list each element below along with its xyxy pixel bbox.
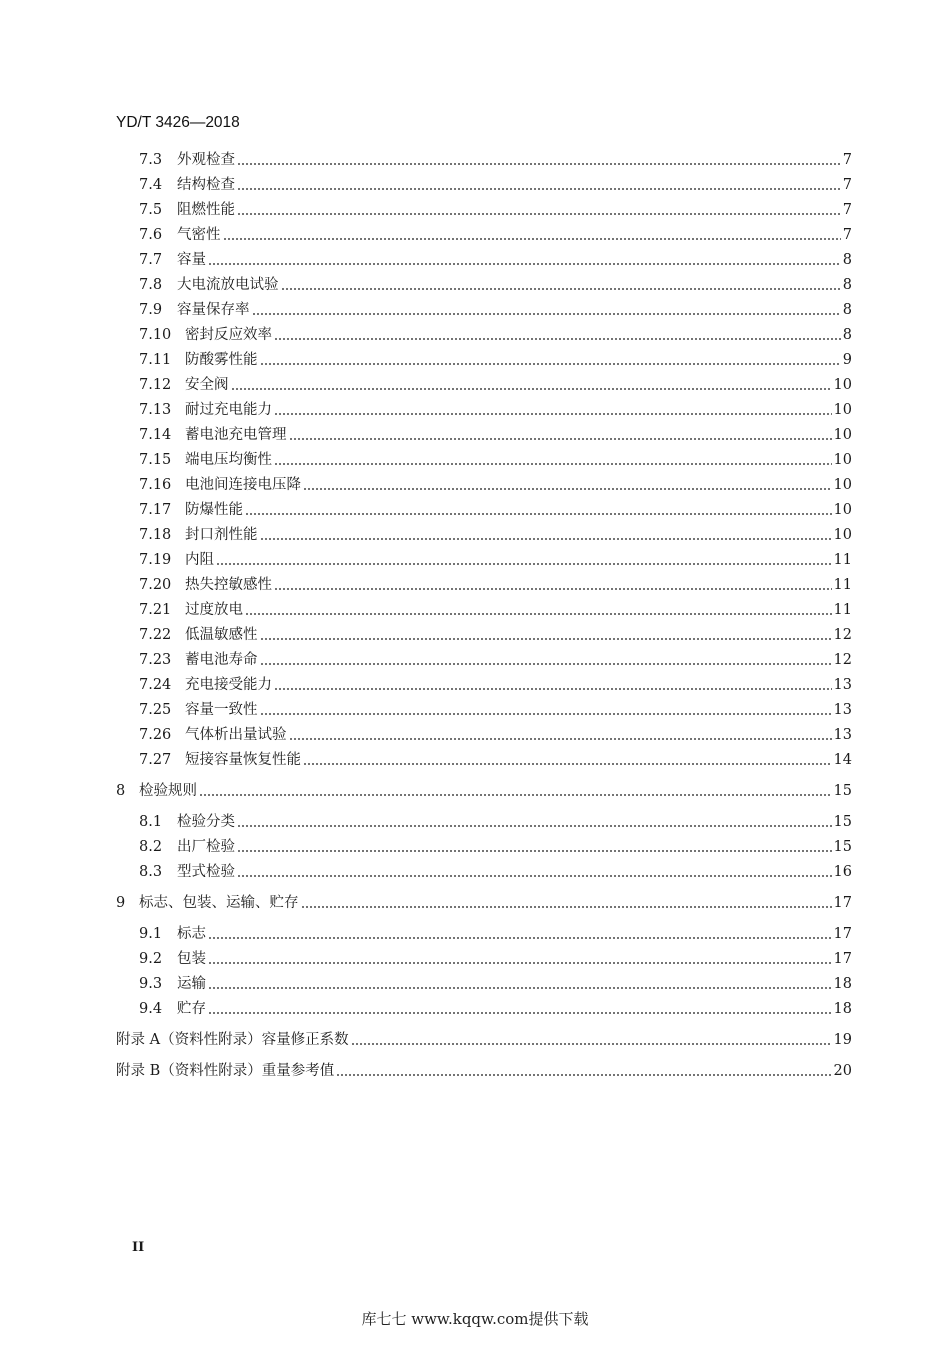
toc-page: 7 [842, 177, 852, 193]
toc-title: 热失控敏感性 [185, 577, 272, 593]
dot-leader [208, 252, 841, 266]
toc-number: 9.4 [139, 1001, 163, 1017]
toc-title: 型式检验 [177, 864, 235, 880]
toc-entry[interactable] [139, 809, 852, 831]
dot-leader [245, 602, 832, 616]
dot-leader [237, 864, 832, 878]
toc-entry[interactable] [139, 172, 852, 194]
toc-page: 15 [833, 783, 852, 799]
dot-leader [237, 177, 841, 191]
toc-number: 7.8 [139, 277, 163, 293]
toc-chapter[interactable] [116, 890, 852, 912]
toc-entry[interactable] [139, 472, 852, 494]
toc-page: 14 [833, 752, 852, 768]
toc-number: 9.1 [139, 926, 163, 942]
toc-entry[interactable] [139, 372, 852, 394]
dot-leader [237, 152, 841, 166]
toc-page: 8 [842, 277, 852, 293]
toc-number: 8 [116, 783, 126, 799]
toc-title: 安全阀 [185, 377, 229, 393]
toc-page: 10 [833, 427, 852, 443]
toc-page: 9 [842, 352, 852, 368]
toc-number: 7.4 [139, 177, 163, 193]
dot-leader [289, 727, 832, 741]
toc-title: 耐过充电能力 [185, 402, 272, 418]
toc-number: 7.7 [139, 252, 163, 268]
toc-entry[interactable] [139, 222, 852, 244]
toc-page: 19 [833, 1032, 852, 1048]
toc-number: 7.25 [139, 702, 172, 718]
toc-entry[interactable] [139, 834, 852, 856]
toc-number: 7.13 [139, 402, 172, 418]
toc-entry[interactable] [139, 722, 852, 744]
toc-title: 气体析出量试验 [185, 727, 287, 743]
toc-page: 13 [833, 677, 852, 693]
toc-number: 8.3 [139, 864, 163, 880]
toc-page: 10 [833, 502, 852, 518]
dot-leader [260, 627, 832, 641]
toc-page: 18 [833, 1001, 852, 1017]
toc-page: 8 [842, 252, 852, 268]
document-code: YD/T 3426—2018 [116, 114, 240, 131]
toc-entry[interactable] [139, 247, 852, 269]
toc-title: 封口剂性能 [185, 527, 258, 543]
dot-leader [260, 527, 832, 541]
dot-leader [303, 752, 832, 766]
toc-page: 12 [833, 652, 852, 668]
toc-entry[interactable] [139, 672, 852, 694]
toc-entry[interactable] [139, 859, 852, 881]
dot-leader [260, 702, 832, 716]
toc-page: 7 [842, 152, 852, 168]
toc-page: 17 [833, 926, 852, 942]
toc-number: 9.3 [139, 976, 163, 992]
dot-leader [208, 1001, 832, 1015]
dot-leader [289, 427, 832, 441]
toc-appendix[interactable] [116, 1027, 852, 1049]
toc-title: 阻燃性能 [177, 202, 235, 218]
dot-leader [237, 839, 832, 853]
toc-appendix[interactable] [116, 1058, 852, 1080]
toc-page: 11 [833, 602, 852, 618]
toc-entry[interactable] [139, 946, 852, 968]
toc-entry[interactable] [139, 697, 852, 719]
toc-number: 7.27 [139, 752, 172, 768]
toc-number: 7.16 [139, 477, 172, 493]
dot-leader [216, 552, 832, 566]
toc-page: 15 [833, 839, 852, 855]
toc-number: 7.14 [139, 427, 172, 443]
toc-title: 容量 [177, 252, 206, 268]
toc-page: 8 [842, 302, 852, 318]
toc-page: 12 [833, 627, 852, 643]
dot-leader [274, 577, 832, 591]
toc-entry[interactable] [139, 921, 852, 943]
toc-page: 18 [833, 976, 852, 992]
dot-leader [208, 951, 832, 965]
dot-leader [281, 277, 841, 291]
toc-number: 7.3 [139, 152, 163, 168]
toc-number: 7.5 [139, 202, 163, 218]
toc-title: 检验分类 [177, 814, 235, 830]
toc-page: 10 [833, 527, 852, 543]
toc-title: 运输 [177, 976, 206, 992]
toc-title: 附录 B（资料性附录）重量参考值 [116, 1063, 335, 1079]
toc-title: 标志、包装、运输、贮存 [139, 895, 299, 911]
toc-number: 7.10 [139, 327, 172, 343]
toc-number: 8.2 [139, 839, 163, 855]
toc-page: 17 [833, 895, 852, 911]
toc-page: 10 [833, 452, 852, 468]
toc-number: 7.17 [139, 502, 172, 518]
toc-title: 容量一致性 [185, 702, 258, 718]
toc-entry[interactable] [139, 422, 852, 444]
toc-page: 15 [833, 814, 852, 830]
toc-number: 7.21 [139, 602, 172, 618]
toc-page: 7 [842, 202, 852, 218]
dot-leader [237, 814, 832, 828]
dot-leader [274, 327, 841, 341]
dot-leader [208, 976, 832, 990]
dot-leader [274, 402, 832, 416]
toc-page: 11 [833, 577, 852, 593]
toc-number: 7.24 [139, 677, 172, 693]
toc-title: 外观检查 [177, 152, 235, 168]
toc-page: 10 [833, 477, 852, 493]
toc-number: 7.12 [139, 377, 172, 393]
toc-number: 7.15 [139, 452, 172, 468]
dot-leader [223, 227, 841, 241]
toc-entry[interactable] [139, 322, 852, 344]
download-footer: 库七七 www.kqqw.com提供下载 [361, 1310, 589, 1328]
dot-leader [260, 352, 841, 366]
dot-leader [351, 1032, 832, 1046]
toc-page: 13 [833, 727, 852, 743]
toc-title: 防爆性能 [185, 502, 243, 518]
toc-entry[interactable] [139, 747, 852, 769]
toc-entry[interactable] [139, 497, 852, 519]
dot-leader [301, 895, 832, 909]
toc-title: 检验规则 [139, 783, 197, 799]
dot-leader [260, 652, 832, 666]
toc-number: 7.11 [139, 352, 172, 368]
toc-title: 电池间连接电压降 [185, 477, 301, 493]
dot-leader [274, 677, 832, 691]
toc-number: 7.18 [139, 527, 172, 543]
toc-title: 结构检查 [177, 177, 235, 193]
toc-entry[interactable] [139, 397, 852, 419]
page-folio: II [132, 1240, 145, 1255]
toc-title: 贮存 [177, 1001, 206, 1017]
toc-title: 过度放电 [185, 602, 243, 618]
dot-leader [231, 377, 832, 391]
toc-title: 低温敏感性 [185, 627, 258, 643]
toc-number: 9.2 [139, 951, 163, 967]
toc-page: 13 [833, 702, 852, 718]
toc-page: 8 [842, 327, 852, 343]
toc-entry[interactable] [139, 622, 852, 644]
toc-page: 17 [833, 951, 852, 967]
dot-leader [252, 302, 841, 316]
toc-page: 7 [842, 227, 852, 243]
toc-title: 附录 A（资料性附录）容量修正系数 [116, 1032, 349, 1048]
toc-number: 7.9 [139, 302, 163, 318]
toc-entry[interactable] [139, 971, 852, 993]
toc-number: 7.19 [139, 552, 172, 568]
dot-leader [199, 783, 832, 797]
toc-page: 20 [833, 1063, 852, 1079]
toc-entry[interactable] [139, 996, 852, 1018]
dot-leader [274, 452, 832, 466]
toc-title: 蓄电池寿命 [185, 652, 258, 668]
toc-number: 7.22 [139, 627, 172, 643]
toc-entry[interactable] [139, 147, 852, 169]
toc-title: 端电压均衡性 [185, 452, 272, 468]
toc-title: 大电流放电试验 [177, 277, 279, 293]
dot-leader [208, 926, 832, 940]
toc-title: 内阻 [185, 552, 214, 568]
dot-leader [303, 477, 832, 491]
toc-entry[interactable] [139, 447, 852, 469]
toc-title: 容量保存率 [177, 302, 250, 318]
toc-page: 10 [833, 377, 852, 393]
toc-title: 标志 [177, 926, 206, 942]
toc-title: 出厂检验 [177, 839, 235, 855]
toc-entry[interactable] [139, 297, 852, 319]
toc-entry[interactable] [139, 647, 852, 669]
toc-number: 7.20 [139, 577, 172, 593]
toc-entry[interactable] [139, 572, 852, 594]
toc-entry[interactable] [139, 347, 852, 369]
toc-page: 11 [833, 552, 852, 568]
toc-number: 9 [116, 895, 126, 911]
toc-number: 7.6 [139, 227, 163, 243]
toc-title: 气密性 [177, 227, 221, 243]
toc-entry[interactable] [139, 547, 852, 569]
toc-number: 8.1 [139, 814, 163, 830]
toc-entry[interactable] [139, 272, 852, 294]
toc-page: 16 [833, 864, 852, 880]
toc-chapter[interactable] [116, 778, 852, 800]
toc-entry[interactable] [139, 597, 852, 619]
dot-leader [336, 1063, 831, 1077]
toc-number: 7.26 [139, 727, 172, 743]
toc-entry[interactable] [139, 197, 852, 219]
dot-leader [245, 502, 832, 516]
toc-title: 包装 [177, 951, 206, 967]
toc-entry[interactable] [139, 522, 852, 544]
toc-title: 充电接受能力 [185, 677, 272, 693]
toc-title: 短接容量恢复性能 [185, 752, 301, 768]
toc-page: 10 [833, 402, 852, 418]
toc-number: 7.23 [139, 652, 172, 668]
toc-title: 防酸雾性能 [185, 352, 258, 368]
dot-leader [237, 202, 841, 216]
toc-title: 蓄电池充电管理 [185, 427, 287, 443]
toc-title: 密封反应效率 [185, 327, 272, 343]
